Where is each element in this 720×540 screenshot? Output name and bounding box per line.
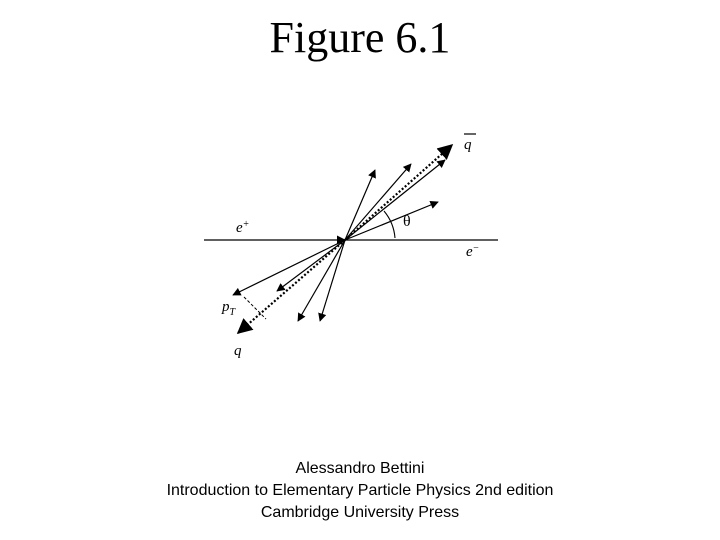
author-line: Alessandro Bettini [295, 460, 425, 477]
publisher-line: Cambridge University Press [260, 504, 460, 521]
theta-label: θ [403, 213, 411, 230]
book-line: Introduction to Elementary Particle Physics 2nd edition [166, 482, 554, 499]
diagram-svg [200, 125, 500, 365]
credits-block [0, 458, 720, 524]
antiquark-direction [345, 145, 452, 240]
pt-label: $p_T$ [222, 299, 236, 318]
upper-hadron-3 [345, 160, 445, 240]
lower-hadron-2 [277, 240, 345, 291]
quark-direction [238, 240, 345, 333]
q-label: q [234, 343, 242, 359]
e-plus-label: e+ [236, 219, 250, 236]
upper-hadron-2 [345, 164, 411, 240]
q-bar-label: q [464, 137, 472, 153]
e-minus-label: e− [466, 243, 480, 260]
lower-hadron-1 [233, 240, 345, 295]
theta-arc [384, 211, 395, 238]
figure-title: Figure 6.1 [269, 13, 451, 62]
scattering-diagram [200, 125, 500, 365]
pt-dashed-line [244, 297, 266, 319]
